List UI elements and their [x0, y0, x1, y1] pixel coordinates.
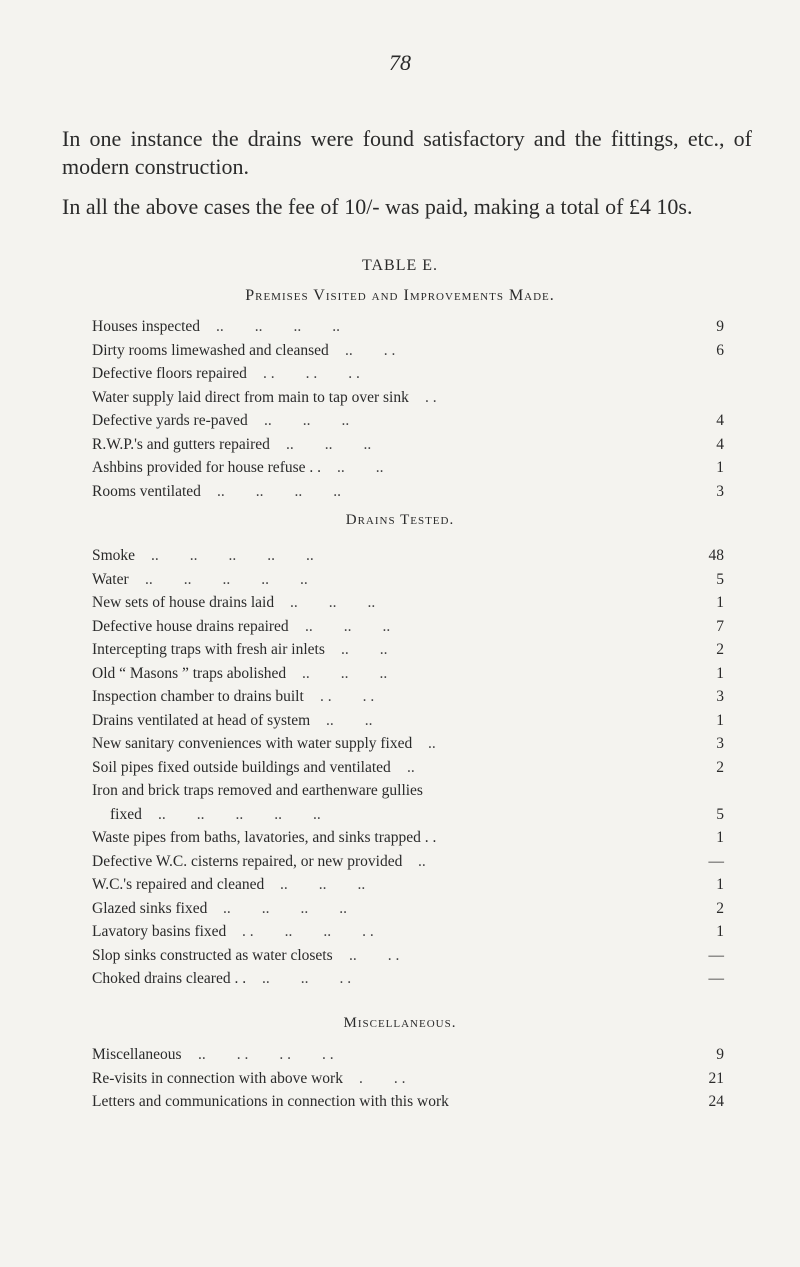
row-value: — — [708, 852, 724, 870]
row-leader-dots: .. .. .. .. — [216, 318, 340, 335]
table-row — [92, 456, 724, 480]
row-label: R.W.P.'s and gutters repaired — [92, 435, 270, 453]
table-row — [92, 409, 724, 433]
row-label: Houses inspected — [92, 318, 201, 335]
table-row — [92, 873, 724, 897]
section-heading-miscellaneous: Miscellaneous. — [343, 1015, 457, 1031]
table-row — [92, 685, 724, 709]
table-row — [92, 591, 724, 615]
table-row — [92, 732, 724, 756]
row-leader-dots: . . . . — [320, 688, 375, 705]
row-leader-dots: .. . . — [345, 341, 396, 359]
table-row — [92, 339, 724, 363]
row-value: 5 — [716, 805, 724, 823]
row-leader-dots: . . — [425, 388, 437, 406]
row-leader-dots: . . . . . . — [263, 365, 360, 382]
row-value: 21 — [708, 1069, 724, 1087]
row-value: 7 — [716, 617, 724, 635]
row-value: 2 — [716, 899, 724, 917]
row-value: 1 — [716, 829, 724, 846]
row-value: 6 — [716, 341, 724, 359]
row-value: 4 — [716, 435, 724, 453]
row-leader-dots: .. .. . . — [262, 970, 352, 987]
row-leader-dots: . . . — [359, 1069, 406, 1087]
row-leader-dots: .. .. — [326, 711, 373, 729]
row-label: Defective house drains repaired — [92, 617, 289, 635]
row-label: Re-visits in connection with above work — [92, 1069, 343, 1087]
row-label: Defective W.C. cisterns repaired, or new provided — [92, 852, 403, 870]
drains-rows — [92, 544, 724, 991]
row-leader-dots: .. .. .. — [290, 594, 376, 611]
table-row — [92, 944, 724, 968]
table-row — [92, 662, 724, 686]
table-row — [92, 897, 724, 921]
row-leader-dots: .. .. .. — [280, 876, 366, 893]
table-title: TABLE E. — [361, 257, 439, 274]
row-label: Intercepting traps with fresh air inlets — [92, 641, 325, 658]
row-leader-dots: .. . . . . . . — [198, 1046, 334, 1063]
table-row — [92, 709, 724, 733]
row-label: Iron and brick traps removed and earthenware gullies — [92, 782, 423, 799]
miscellaneous-rows — [92, 1043, 724, 1114]
row-value: 48 — [708, 547, 724, 564]
row-value: 9 — [716, 318, 724, 335]
section-heading-drains: Drains Tested. — [345, 512, 455, 528]
table-row — [92, 386, 724, 410]
row-label: Lavatory basins fixed — [92, 923, 227, 940]
row-leader-dots: .. .. .. — [302, 664, 388, 682]
row-value: 1 — [716, 876, 724, 893]
table-row — [92, 756, 724, 780]
table-row — [92, 1090, 724, 1114]
row-label: Letters and communications in connection with this work — [92, 1093, 449, 1110]
row-leader-dots: . . .. .. . . — [242, 923, 374, 940]
row-value: 2 — [716, 641, 724, 658]
row-label: New sets of house drains laid — [92, 594, 275, 611]
row-value: 3 — [716, 482, 724, 500]
section-heading-premises: Premises Visited and Improvements Made. — [245, 287, 555, 304]
paragraph-fee-total: In all the above cases the fee of 10/- was paid, making a total of £4 10s. — [62, 194, 693, 219]
row-leader-dots: .. .. .. .. .. — [145, 570, 308, 588]
premises-rows — [92, 315, 724, 503]
table-row — [92, 480, 724, 504]
row-leader-dots: .. .. .. .. — [217, 482, 341, 500]
row-value: 24 — [708, 1093, 724, 1110]
row-label: fixed — [110, 805, 142, 823]
row-value: 1 — [716, 664, 724, 682]
row-label: Drains ventilated at head of system — [92, 711, 311, 729]
row-leader-dots: .. . . — [349, 946, 400, 964]
row-label: Inspection chamber to drains built — [92, 688, 304, 705]
row-label: Water supply laid direct from main to tap over sink — [92, 388, 409, 406]
row-label: Defective yards re-paved — [92, 412, 248, 429]
row-leader-dots: .. .. .. .. .. — [151, 547, 314, 564]
table-row — [92, 967, 724, 991]
row-value: 9 — [716, 1046, 724, 1063]
paragraph-drains-satisfactory: In one instance the drains were found satisfactory and the fittings, etc., of modern construction. — [62, 126, 752, 179]
table-row — [92, 826, 724, 850]
table-row — [92, 1043, 724, 1067]
row-leader-dots: .. .. .. — [286, 435, 372, 453]
row-value: 1 — [716, 711, 724, 729]
table-row — [92, 615, 724, 639]
row-leader-dots: .. — [418, 852, 426, 870]
row-label: W.C.'s repaired and cleaned — [92, 876, 265, 893]
row-leader-dots: .. .. .. .. — [223, 899, 347, 917]
row-leader-dots: .. .. — [341, 641, 388, 658]
table-row — [92, 850, 724, 874]
table-row — [92, 779, 724, 803]
row-label: Miscellaneous — [92, 1046, 182, 1063]
row-leader-dots: .. — [407, 758, 415, 776]
row-leader-dots: .. .. .. — [264, 412, 350, 429]
row-leader-dots: .. — [428, 735, 436, 752]
table-row — [92, 362, 724, 386]
table-row — [92, 568, 724, 592]
row-leader-dots: .. .. .. — [305, 617, 391, 635]
row-label: Glazed sinks fixed — [92, 899, 208, 917]
table-row — [92, 803, 724, 827]
row-value: 5 — [716, 570, 724, 588]
row-value: — — [708, 946, 724, 964]
row-label: Waste pipes from baths, lavatories, and sinks trapped . . — [92, 829, 437, 846]
table-row — [92, 544, 724, 568]
row-value: 1 — [716, 923, 724, 940]
table-row — [92, 920, 724, 944]
row-label: Defective floors repaired — [92, 365, 247, 382]
table-row — [92, 315, 724, 339]
row-label: Ashbins provided for house refuse . . — [92, 459, 322, 476]
row-label: Dirty rooms limewashed and cleansed — [92, 341, 329, 359]
row-value: 1 — [716, 459, 724, 476]
row-value: — — [708, 970, 724, 987]
row-leader-dots: .. .. — [337, 459, 384, 476]
row-value: 3 — [716, 735, 724, 752]
row-label: Water — [92, 570, 129, 588]
row-value: 4 — [716, 412, 724, 429]
row-value: 1 — [716, 594, 724, 611]
row-label: Choked drains cleared . . — [92, 970, 247, 987]
table-row — [92, 1067, 724, 1091]
row-label: Soil pipes fixed outside buildings and ventilated — [92, 758, 391, 776]
row-value: 2 — [716, 758, 724, 776]
row-value: 3 — [716, 688, 724, 705]
row-label: Old “ Masons ” traps abolished — [92, 664, 287, 682]
page-number: 78 — [389, 50, 411, 75]
row-leader-dots: .. .. .. .. .. — [158, 805, 321, 823]
table-row — [92, 638, 724, 662]
row-label: Slop sinks constructed as water closets — [92, 946, 333, 964]
table-row — [92, 433, 724, 457]
row-label: Rooms ventilated — [92, 482, 201, 500]
row-label: New sanitary conveniences with water supply fixed — [92, 735, 413, 752]
row-label: Smoke — [92, 547, 136, 564]
